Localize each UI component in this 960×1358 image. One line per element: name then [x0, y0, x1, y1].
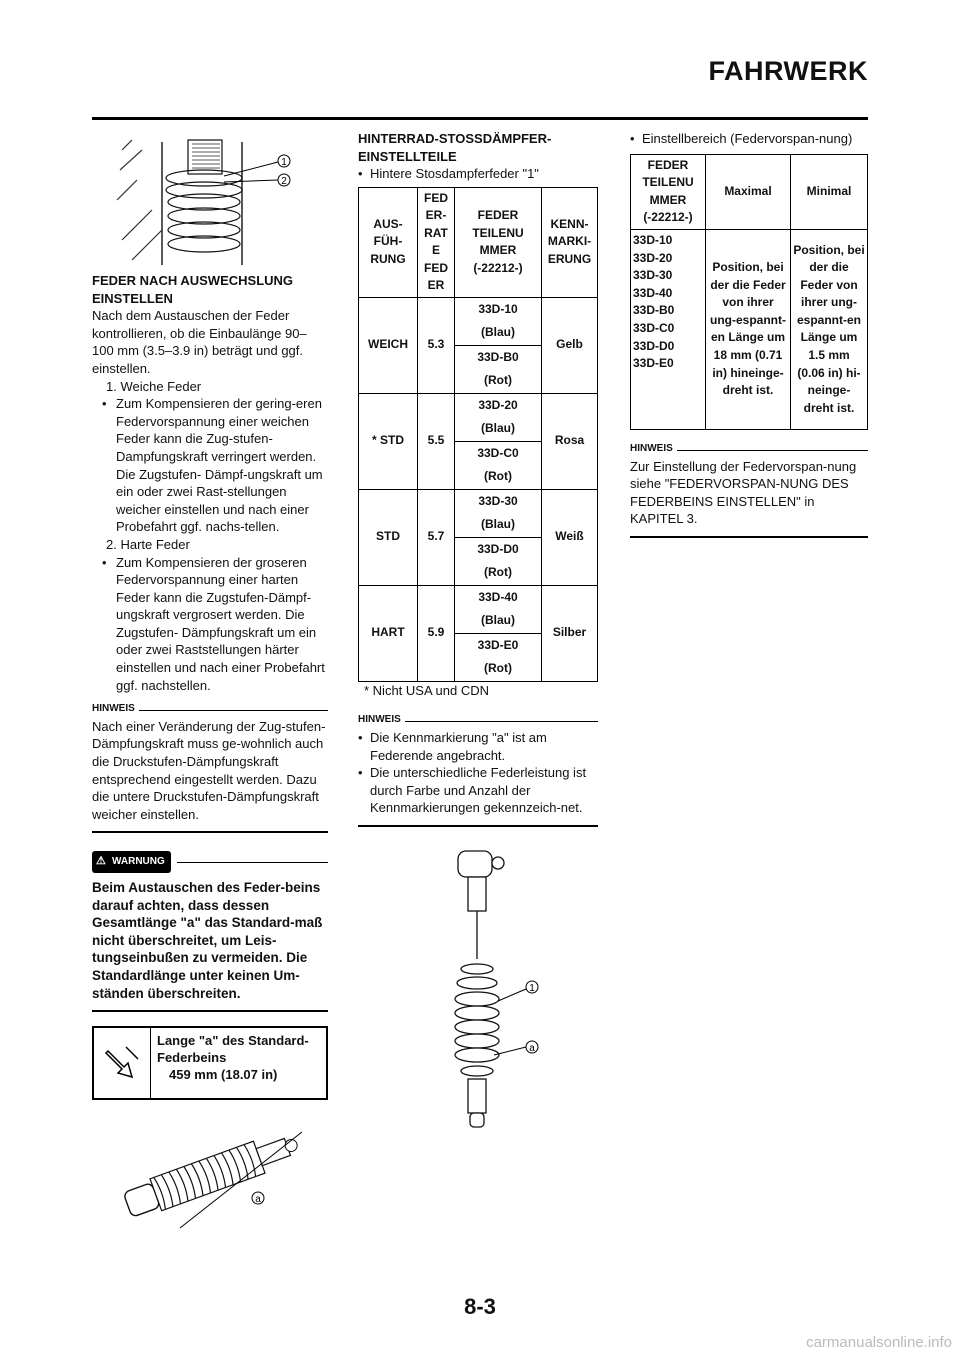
- wrench-icon: [94, 1028, 151, 1098]
- th-marking: KENN-MARKI-ERUNG: [542, 187, 598, 297]
- spec-label-line1: Lange "a" des Standard-: [157, 1033, 309, 1049]
- item-soft-spring: 1. Weiche Feder: [106, 378, 202, 394]
- header-rule: [92, 117, 868, 120]
- note-label: HINWEIS: [630, 442, 673, 454]
- column-left: [92, 130, 328, 1240]
- item-soft-spring-bullet: • Zum Kompensieren der gering-eren Federvorspannung einer weichen Feder kann die Zug-stufen-Dampfungskraft verringert werden. Die Zugstufen- Dämpf-ungskraft um ein oder zwei Rast-stellungen weicher einstellen und nach einer Probefahrt ggf. nachs-tellen.: [92, 395, 328, 536]
- table-row: 33D-C0 (Rot): [359, 441, 598, 489]
- note-header: [358, 711, 598, 729]
- warning-text: Beim Austauschen des Feder-beins darauf achten, dass dessen Gesamtlänge "a" das Standard-maß nicht überschreitet, um Leis-tungseinbußen zu vermeiden. Die Standardlänge unter keinen Um-ständen überschreiten.: [92, 880, 323, 1001]
- note-bullet-2: • Die unterschiedliche Federleistung ist durch Farbe und Anzahl der Kennmarkierungen gekennzeich-net.: [358, 764, 598, 817]
- spec-box: [92, 1026, 328, 1100]
- note-label: HINWEIS: [358, 714, 401, 726]
- part-numbers-cell: 33D-10 33D-20 33D-30 33D-40 33D-B0 33D-C0 33D-D0 33D-E0: [631, 229, 706, 429]
- note-header: [92, 700, 328, 718]
- note-end-rule: [358, 825, 598, 827]
- table-row: [631, 229, 868, 429]
- th-minimal: Minimal: [791, 154, 868, 229]
- callout-1-middle: 1: [529, 982, 535, 994]
- table-row: STD 5.7 33D-30 (Blau) Weiß: [359, 489, 598, 537]
- note-bullet-1: • Die Kennmarkierung "a" ist am Federende angebracht.: [358, 729, 598, 764]
- shock-length-illustration: [92, 1110, 328, 1240]
- adjust-range-bullet: • Einstellbereich (Federvorspan-nung): [630, 130, 868, 148]
- spring-table: [358, 187, 598, 682]
- table-row: * STD 5.5 33D-20 (Blau) Rosa: [359, 393, 598, 441]
- th-maximal: Maximal: [706, 154, 791, 229]
- shock-exploded-illustration: [358, 841, 598, 1131]
- watermark: carmanualsonline.info: [806, 1334, 952, 1351]
- note-text: Nach einer Veränderung der Zug-stufen-Dämpfungskraft muss ge-wohnlich auch die Druckstufen-Dämpfungskraft entsprechend eingestellt werden. Dazu die untere Druckstufen-Dämpfungskraft weicher einstellen.: [92, 718, 326, 822]
- spec-value: 459 mm (18.07 in): [169, 1067, 278, 1083]
- callout-a-left: a: [255, 1194, 261, 1206]
- table-footnote: * Nicht USA und CDN: [364, 682, 489, 698]
- note-label: HINWEIS: [92, 703, 135, 715]
- th-part-number: FEDER TEILENU MMER (-22212-): [455, 187, 542, 297]
- callout-2: 2: [281, 176, 287, 187]
- warning-header: [92, 851, 328, 873]
- shock-spring-bullet: • Hintere Stosdampferfeder "1": [358, 165, 598, 183]
- spec-label-line2: Federbeins: [157, 1050, 227, 1066]
- table-row: HART 5.9 33D-40 (Blau) Silber: [359, 585, 598, 633]
- warning-icon: ⚠: [96, 855, 106, 868]
- note-header: [630, 440, 868, 458]
- th-part-number: FEDER TEILENU MMER (-22212-): [631, 154, 706, 229]
- th-rate: FED ER-RAT E FED ER: [418, 187, 455, 297]
- preload-table: [630, 154, 868, 430]
- callout-a-middle: a: [529, 1042, 535, 1054]
- callout-1: 1: [281, 157, 287, 168]
- spring-table-header: [359, 187, 598, 297]
- warning-end-rule: [92, 1010, 328, 1012]
- preload-table-header: [631, 154, 868, 229]
- page-header: [0, 0, 960, 120]
- page-number: 8-3: [464, 1294, 496, 1319]
- spec-text: [151, 1028, 315, 1098]
- intro-text: Nach dem Austauschen der Feder kontrollieren, ob die Einbaulänge 90–100 mm (3.5–3.9 in) beträgt und ggf. einstellen.: [92, 308, 307, 376]
- item-hard-spring-bullet: • Zum Kompensieren der groseren Federvorspannung einer harten Feder kann die Zugstufen-Dämpf-ungskraft vergrosert werden. Die Zugstufen- Dämpfungskraft um ein oder zwei Raststellungen härter einstellen und nach einer Probefahrt ggf. nachstellen.: [92, 554, 328, 695]
- th-type: AUS-FÜH-RUNG: [359, 187, 418, 297]
- shock-top-illustration: [92, 130, 328, 272]
- note-text: Zur Einstellung der Federvorspan-nung siehe "FEDERVORSPAN-NUNG DES FEDERBEINS EINSTELLEN" in KAPITEL 3.: [630, 458, 857, 527]
- table-row: 33D-D0 (Rot): [359, 537, 598, 585]
- table-row: 33D-E0 (Rot): [359, 633, 598, 681]
- column-middle: [358, 130, 598, 1131]
- min-cell: Position, bei der die Feder von ihrer ung-espannt-en Länge um 1.5 mm (0.06 in) hi-neinge-dreht ist.: [791, 229, 868, 429]
- note-end-rule: [92, 831, 328, 833]
- table-row: 33D-B0 (Rot): [359, 345, 598, 393]
- note-end-rule: [630, 536, 868, 538]
- max-cell: Position, bei der die Feder von ihrer ung-espannt-en Länge um 18 mm (0.71 in) hineinge-dreht ist.: [706, 229, 791, 429]
- section-heading-spring: FEDER NACH AUSWECHSLUNG EINSTELLEN: [92, 273, 294, 306]
- page-title: FAHRWERK: [708, 56, 868, 86]
- warning-badge: [92, 851, 171, 873]
- section-heading-shock: HINTERRAD-STOSSDÄMPFER-EINSTELLTEILE: [358, 131, 552, 164]
- table-row: WEICH 5.3 33D-10 (Blau) Gelb: [359, 297, 598, 345]
- warning-label: WARNUNG: [112, 856, 165, 868]
- column-right: [630, 130, 868, 538]
- item-hard-spring: 2. Harte Feder: [106, 536, 190, 552]
